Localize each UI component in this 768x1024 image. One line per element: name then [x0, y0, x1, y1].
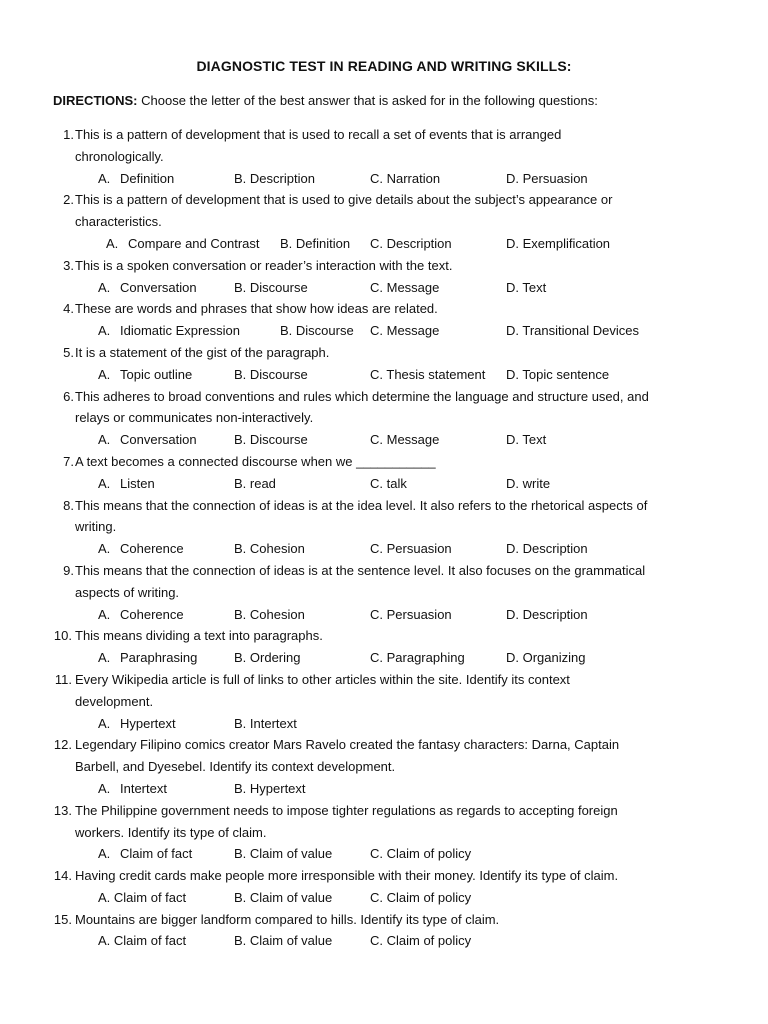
question-text: Legendary Filipino comics creator Mars Ravelo created the fantasy characters: Darna, Captain — [75, 737, 620, 753]
question-item — [63, 560, 715, 604]
option-letter: A. — [98, 323, 111, 339]
question-item — [53, 734, 715, 778]
answer-options — [0, 843, 768, 865]
answer-option: B. Claim of value — [234, 889, 333, 905]
answer-option: C. Claim of policy — [370, 889, 472, 905]
question-list — [0, 124, 768, 952]
answer-options — [0, 778, 768, 800]
option-text: Claim of fact — [120, 846, 193, 862]
answer-option: D. Persuasion — [506, 170, 588, 186]
question-text: This is a spoken conversation or reader’s interaction with the text. — [75, 257, 453, 273]
answer-options — [0, 277, 768, 299]
option-text: Topic outline — [120, 366, 193, 382]
option-text: Conversation — [120, 279, 197, 295]
question-text: relays or communicates non-interactively. — [75, 410, 314, 426]
option-letter: A. — [98, 432, 111, 448]
answer-option: D. Text — [506, 432, 547, 448]
answer-options — [0, 364, 768, 386]
answer-option: B. Description — [234, 170, 315, 186]
answer-option — [106, 233, 260, 255]
question-text: Barbell, and Dyesebel. Identify its context development. — [75, 759, 396, 775]
option-letter: A. — [98, 606, 111, 622]
question-text: Having credit cards make people more irresponsible with their money. Identify its type of claim. — [75, 868, 619, 884]
option-letter: A. — [98, 715, 111, 731]
question-number: 15. — [53, 911, 72, 927]
option-text: Definition — [120, 170, 175, 186]
answer-option: B. Ordering — [234, 650, 301, 666]
answer-option: B. Discourse — [234, 366, 308, 382]
answer-option: B. read — [234, 475, 276, 491]
question-number: 6. — [63, 388, 74, 404]
answer-option — [98, 843, 192, 865]
answer-options — [0, 647, 768, 669]
question-text: The Philippine government needs to impose tighter regulations as regards to accepting foreign — [75, 802, 618, 818]
answer-option: D. Description — [506, 541, 588, 557]
question-item — [63, 342, 715, 364]
answer-option: A. Claim of fact — [98, 889, 187, 905]
answer-option — [98, 168, 174, 190]
answer-options — [0, 320, 768, 342]
answer-option: C. Claim of policy — [370, 933, 472, 949]
option-letter: A. — [98, 650, 111, 666]
question-text: These are words and phrases that show how ideas are related. — [75, 301, 438, 317]
answer-option: C. Thesis statement — [370, 366, 486, 382]
question-text: This adheres to broad conventions and rules which determine the language and structure used, and — [75, 388, 649, 404]
answer-option: B. Discourse — [234, 432, 308, 448]
option-letter: A. — [98, 279, 111, 295]
question-number: 8. — [63, 497, 74, 513]
question-item — [63, 451, 715, 473]
directions-text: Choose the letter of the best answer that is asked for in the following questions: — [141, 93, 598, 108]
answer-option: C. Claim of policy — [370, 846, 472, 862]
question-text: This is a pattern of development that is used to recall a set of events that is arranged — [75, 127, 562, 142]
option-letter: A. — [98, 366, 111, 382]
answer-options — [0, 604, 768, 626]
question-item — [63, 495, 715, 539]
question-text: It is a statement of the gist of the paragraph. — [75, 344, 330, 360]
answer-option — [98, 713, 176, 735]
answer-options — [0, 713, 768, 735]
question-text: This means dividing a text into paragraphs. — [75, 628, 323, 644]
question-number: 1. — [63, 127, 74, 142]
option-letter: A. — [98, 475, 111, 491]
option-letter: A. — [106, 235, 119, 251]
answer-option: C. Message — [370, 323, 440, 339]
answer-option: B. Claim of value — [234, 933, 333, 949]
question-text: workers. Identify its type of claim. — [75, 824, 267, 840]
option-text: Listen — [120, 475, 155, 491]
answer-option: C. Paragraphing — [370, 650, 465, 666]
answer-option — [98, 429, 197, 451]
answer-options — [0, 930, 768, 952]
answer-options — [0, 233, 768, 255]
answer-option — [98, 320, 240, 342]
answer-option: B. Discourse — [280, 323, 354, 339]
question-number: 12. — [53, 737, 72, 753]
answer-option: C. Persuasion — [370, 541, 452, 557]
option-text: Coherence — [120, 541, 184, 557]
answer-option: C. Message — [370, 432, 440, 448]
question-item — [63, 386, 715, 430]
option-letter: A. — [98, 170, 111, 186]
question-text: Every Wikipedia article is full of links to other articles within the site. Identify its context — [75, 671, 570, 687]
answer-option: C. Message — [370, 279, 440, 295]
answer-option — [98, 778, 167, 800]
answer-option: D. Text — [506, 279, 547, 295]
answer-option: D. Transitional Devices — [506, 323, 639, 339]
question-item — [53, 800, 715, 844]
option-letter: A. — [98, 541, 111, 557]
question-text: development. — [75, 693, 154, 709]
answer-options — [0, 168, 768, 190]
question-text: chronologically. — [75, 148, 164, 164]
directions-label: DIRECTIONS: — [53, 93, 138, 108]
answer-option: B. Definition — [280, 235, 351, 251]
answer-option — [98, 364, 192, 386]
answer-option: B. Claim of value — [234, 846, 333, 862]
answer-option — [98, 604, 184, 626]
question-text: characteristics. — [75, 214, 162, 230]
answer-option — [98, 473, 155, 495]
question-item — [53, 625, 715, 647]
question-number: 4. — [63, 301, 74, 317]
option-text: Compare and Contrast — [128, 235, 260, 251]
option-text: Hypertext — [120, 715, 176, 731]
question-number: 10. — [53, 628, 72, 644]
question-text: writing. — [75, 519, 117, 535]
option-text: Paraphrasing — [120, 650, 198, 666]
answer-options — [0, 887, 768, 909]
question-number: 11. — [54, 671, 72, 687]
question-number: 2. — [63, 192, 74, 208]
answer-option: C. talk — [370, 475, 407, 491]
option-letter: A. — [98, 846, 111, 862]
question-number: 7. — [63, 453, 74, 469]
question-item — [53, 865, 715, 887]
answer-option: D. Topic sentence — [506, 366, 610, 382]
question-number: 14. — [53, 868, 72, 884]
answer-option: B. Intertext — [234, 715, 297, 731]
page-title: DIAGNOSTIC TEST IN READING AND WRITING SKILLS: — [196, 58, 572, 74]
answer-options — [0, 538, 768, 560]
option-letter: A. — [98, 780, 111, 796]
question-text: Mountains are bigger landform compared to hills. Identify its type of claim. — [75, 911, 500, 927]
answer-option — [98, 647, 197, 669]
option-text: Idiomatic Expression — [120, 323, 240, 339]
option-text: Intertext — [120, 780, 167, 796]
answer-options — [0, 429, 768, 451]
answer-option: C. Description — [370, 235, 452, 251]
question-number: 9. — [63, 562, 74, 578]
question-item — [54, 669, 715, 713]
answer-options — [0, 473, 768, 495]
answer-option: C. Persuasion — [370, 606, 452, 622]
question-text: aspects of writing. — [75, 584, 180, 600]
answer-option: A. Claim of fact — [98, 933, 187, 949]
answer-option: D. Description — [506, 606, 588, 622]
answer-option: B. Hypertext — [234, 780, 306, 796]
question-item — [63, 298, 715, 320]
answer-option: B. Discourse — [234, 279, 308, 295]
question-item — [53, 909, 715, 931]
question-number: 5. — [63, 344, 74, 360]
question-text: A text becomes a connected discourse when we ___________ — [75, 453, 436, 469]
answer-option: D. write — [506, 475, 551, 491]
question-item — [63, 255, 715, 277]
answer-option: D. Exemplification — [506, 235, 611, 251]
question-text: This is a pattern of development that is used to give details about the subject’s appearance or — [75, 192, 613, 208]
question-item — [63, 124, 715, 168]
answer-option: B. Cohesion — [234, 541, 305, 557]
question-number: 3. — [63, 257, 74, 273]
answer-option: C. Narration — [370, 170, 441, 186]
option-text: Coherence — [120, 606, 184, 622]
question-number: 13. — [53, 802, 72, 818]
question-text: This means that the connection of ideas is at the sentence level. It also focuses on the grammatical — [75, 562, 646, 578]
question-text: This means that the connection of ideas is at the idea level. It also refers to the rhetorical aspects of — [75, 497, 648, 513]
answer-option: B. Cohesion — [234, 606, 305, 622]
question-item — [63, 189, 715, 233]
directions — [53, 93, 598, 108]
answer-option — [98, 277, 197, 299]
answer-option: D. Organizing — [506, 650, 586, 666]
answer-option — [98, 538, 184, 560]
option-text: Conversation — [120, 432, 197, 448]
